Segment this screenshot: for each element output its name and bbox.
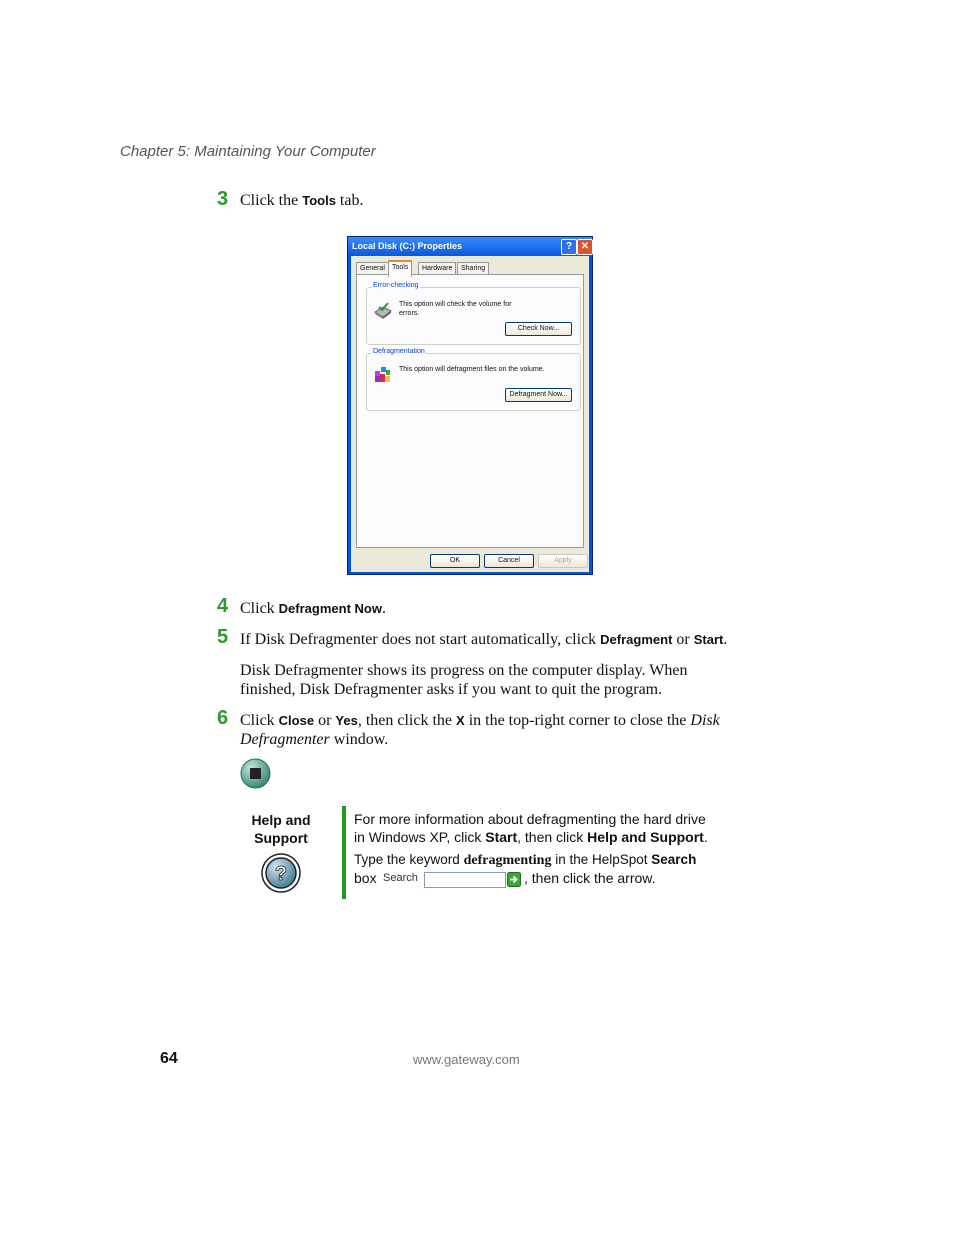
help-p1-mid: , then click	[517, 829, 588, 845]
defragmentation-group	[366, 348, 581, 411]
step-6-ui-x: X	[456, 713, 465, 728]
help-paragraph-2	[354, 851, 696, 870]
step-5-text	[240, 630, 727, 649]
step-3-pre: Click the	[240, 192, 303, 209]
help-p1-start: Start	[485, 829, 518, 845]
step-5-ui-defragment: Defragment	[600, 632, 673, 647]
help-p1-post: .	[703, 829, 708, 845]
step-5-paragraph-line-1: Disk Defragmenter shows its progress on the computer display. When	[240, 662, 688, 679]
step-6-mid-2: , then click the	[357, 712, 457, 729]
defragmentation-description: This option will defragment files on the volume.	[399, 366, 545, 373]
help-paragraph-1	[354, 810, 708, 846]
tab-general[interactable]: General	[356, 262, 389, 275]
step-6-italic-defragmenter: Defragmenter	[240, 731, 330, 748]
tab-hardware[interactable]: Hardware	[418, 262, 456, 275]
help-question-icon	[261, 853, 301, 893]
help-label-line-1: Help and	[251, 812, 311, 828]
defragment-now-button[interactable]: Defragment Now...	[505, 388, 572, 402]
help-p2-search: Search	[651, 852, 697, 867]
help-p2-mid: in the HelpSpot	[551, 852, 652, 867]
step-6-ui-yes: Yes	[335, 713, 358, 728]
error-checking-label: Error-checking	[373, 282, 419, 289]
local-disk-properties-dialog	[347, 236, 593, 575]
step-5-number: 5	[217, 626, 229, 648]
cancel-button[interactable]: Cancel	[484, 554, 534, 568]
help-p1-help-and-support: Help and Support	[587, 829, 704, 845]
step-6-pre: Click	[240, 712, 279, 729]
dialog-titlebar	[348, 237, 592, 256]
apply-button[interactable]: Apply	[538, 554, 588, 568]
disk-check-icon	[373, 301, 393, 321]
step-5-post: .	[723, 631, 728, 648]
page-number: 64	[160, 1050, 178, 1067]
helpspot-search-input[interactable]	[424, 872, 506, 888]
help-p2-keyword: defragmenting	[463, 853, 552, 868]
ok-button[interactable]: OK	[430, 554, 480, 568]
help-divider-bar	[342, 806, 346, 899]
step-6-mid-3: in the top-right corner to close the	[464, 712, 691, 729]
step-5-pre: If Disk Defragmenter does not start automatically, click	[240, 631, 601, 648]
help-p2-pre: Type the keyword	[354, 852, 464, 867]
step-6-post: window.	[329, 731, 389, 748]
help-label-line-2: Support	[254, 830, 308, 846]
step-3-post: tab.	[335, 192, 364, 209]
step-4-text	[240, 599, 386, 618]
step-6-mid-1: or	[314, 712, 336, 729]
close-title-button[interactable]: ✕	[577, 239, 593, 255]
step-3-ui-tools: Tools	[302, 193, 336, 208]
helpspot-search-label: Search	[383, 872, 418, 884]
step-3-text	[240, 191, 363, 210]
help-p1-line-1: For more information about defragmenting the hard drive	[354, 811, 706, 827]
step-4-ui-defragment-now: Defragment Now	[278, 601, 382, 616]
end-of-procedure-icon	[240, 758, 271, 789]
step-4-pre: Click	[240, 600, 279, 617]
help-p1-line-2	[354, 828, 708, 846]
step-4-post: .	[381, 600, 386, 617]
tools-tab-panel	[356, 274, 584, 548]
tab-sharing[interactable]: Sharing	[457, 262, 489, 275]
help-p2-post: , then click the arrow.	[524, 870, 656, 886]
step-5-ui-start: Start	[693, 632, 724, 647]
dialog-body	[351, 256, 589, 572]
step-6-text	[240, 711, 785, 749]
step-5-mid: or	[672, 631, 694, 648]
defragment-icon	[373, 365, 393, 385]
footer-url[interactable]: www.gateway.com	[413, 1052, 520, 1067]
help-p2-box-word: box	[354, 870, 377, 886]
step-4-number: 4	[217, 595, 229, 617]
tab-tools[interactable]: Tools	[388, 260, 412, 277]
search-go-arrow-icon[interactable]	[507, 872, 521, 887]
step-3-number: 3	[217, 188, 229, 210]
chapter-header: Chapter 5: Maintaining Your Computer	[120, 143, 376, 160]
step-5-paragraph-line-2: finished, Disk Defragmenter asks if you want to quit the program.	[240, 681, 663, 698]
error-checking-description: This option will check the volume for errors.	[399, 301, 512, 317]
step-6-italic-disk: Disk	[690, 712, 720, 729]
step-6-number: 6	[217, 707, 229, 729]
dialog-title: Local Disk (C:) Properties	[352, 241, 463, 251]
error-checking-group	[366, 282, 581, 345]
svg-text:?: ?	[274, 863, 288, 885]
help-and-support-label	[240, 811, 322, 847]
check-now-button[interactable]: Check Now...	[505, 322, 572, 336]
defragmentation-label: Defragmentation	[373, 348, 425, 355]
help-p1-pre: in Windows XP, click	[354, 829, 486, 845]
help-title-button[interactable]: ?	[561, 239, 577, 255]
step-6-ui-close: Close	[278, 713, 315, 728]
